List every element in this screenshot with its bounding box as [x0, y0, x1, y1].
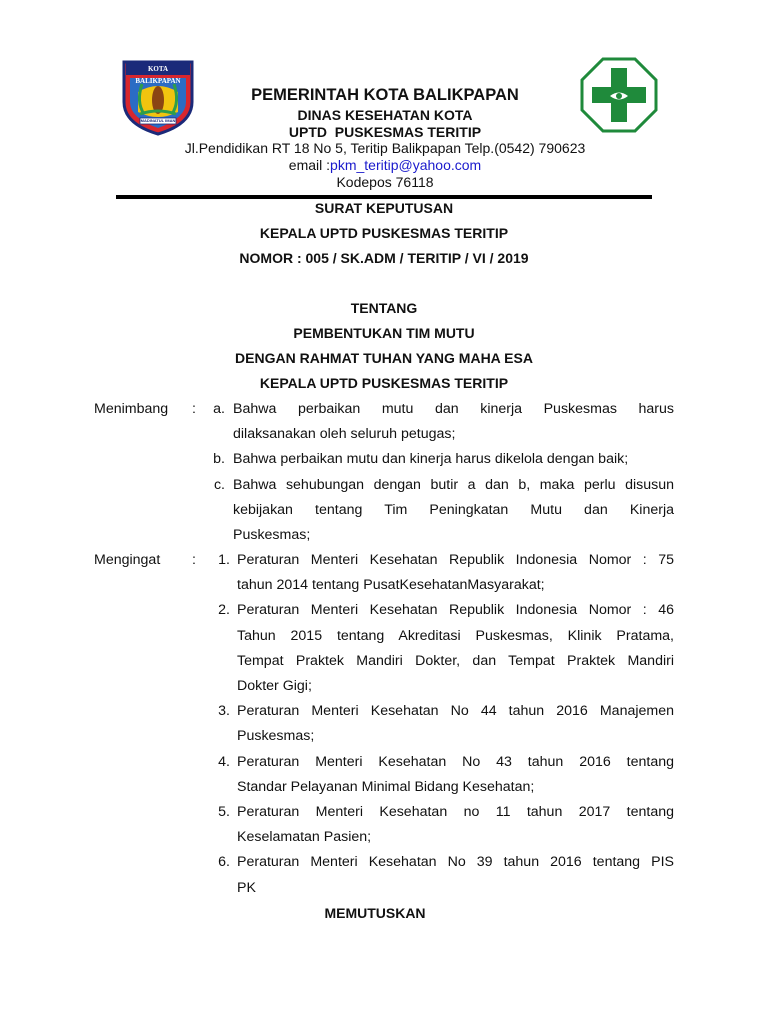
- emblem-top-text: KOTA BALIKPAPAN: [135, 65, 181, 85]
- item-line: Peraturan Menteri Kesehatan Republik Indonesia Nomor : 75: [237, 552, 674, 568]
- address-line: Jl.Pendidikan RT 18 No 5, Teritip Balikpapan Telp.(0542) 790623: [184, 140, 586, 156]
- list-item: [200, 548, 674, 598]
- item-line: Standar Pelayanan Minimal Bidang Kesehatan;: [237, 778, 535, 795]
- item-line: PK: [237, 879, 256, 896]
- invocation: DENGAN RAHMAT TUHAN YANG MAHA ESA: [235, 350, 533, 366]
- mengingat-label: Mengingat: [94, 552, 161, 568]
- email-label: email :: [288, 157, 331, 173]
- list-item: [200, 447, 674, 472]
- mengingat-list: [200, 548, 674, 901]
- item-line: Bahwa perbaikan mutu dan kinerja harus dikelola dengan baik;: [233, 451, 629, 468]
- item-line: Bahwa perbaikan mutu dan kinerja Puskesmas harus: [233, 401, 674, 417]
- list-item: [200, 473, 674, 549]
- item-line: tahun 2014 tentang PusatKesehatanMasyarakat;: [237, 577, 545, 594]
- list-item: [200, 699, 674, 749]
- item-line: Peraturan Menteri Kesehatan No 39 tahun 2016 tentang PIS: [237, 854, 674, 871]
- item-line: Tempat Praktek Mandiri Dokter, dan Tempat Praktek Mandiri: [237, 652, 674, 669]
- mengingat-colon: :: [192, 552, 196, 568]
- item-marker: b.: [213, 451, 225, 468]
- list-item: [200, 800, 674, 850]
- item-line: Peraturan Menteri Kesehatan no 11 tahun 2017 tentang: [237, 804, 674, 821]
- email-line: [160, 157, 610, 174]
- list-item: [200, 397, 674, 447]
- subject: PEMBENTUKAN TIM MUTU: [293, 325, 475, 341]
- menimbang-list: [200, 397, 674, 548]
- item-line: kebijakan tentang Tim Peningkatan Mutu dan Kinerja: [233, 501, 674, 518]
- menimbang-colon: :: [192, 401, 196, 417]
- item-marker: 4.: [218, 753, 230, 770]
- department-name: DINAS KESEHATAN KOTA: [297, 107, 473, 123]
- menimbang-label: Menimbang: [94, 401, 169, 417]
- item-marker: c.: [213, 476, 225, 493]
- item-line: Bahwa sehubungan dengan butir a dan b, maka perlu disusun: [233, 476, 674, 493]
- emblem-motto-text: MADINATUL IMAN: [140, 118, 176, 123]
- doc-type: SURAT KEPUTUSAN: [314, 200, 454, 216]
- item-line: Keselamatan Pasien;: [237, 829, 372, 846]
- issuer: KEPALA UPTD PUSKESMAS TERITIP: [259, 225, 509, 241]
- item-marker: 1.: [218, 552, 230, 568]
- item-line: Peraturan Menteri Kesehatan No 43 tahun 2016 tentang: [237, 753, 674, 770]
- list-item: [200, 598, 674, 699]
- list-item: [200, 850, 674, 900]
- item-line: Tahun 2015 tentang Akreditasi Puskesmas, Klinik Pratama,: [237, 627, 674, 644]
- item-line: dilaksanakan oleh seluruh petugas;: [233, 426, 456, 443]
- government-name: PEMERINTAH KOTA BALIKPAPAN: [251, 86, 519, 104]
- item-line: Peraturan Menteri Kesehatan Republik Indonesia Nomor : 46: [237, 602, 674, 619]
- item-marker: a.: [213, 401, 225, 417]
- item-line: Puskesmas;: [233, 527, 311, 544]
- item-marker: 3.: [218, 703, 230, 720]
- item-line: Dokter Gigi;: [237, 678, 312, 695]
- decision-heading: MEMUTUSKAN: [324, 905, 426, 921]
- email-link[interactable]: pkm_teritip@yahoo.com: [330, 157, 482, 173]
- unit-name: UPTD PUSKESMAS TERITIP: [288, 124, 482, 140]
- postcode-line: Kodepos 76118: [336, 174, 434, 190]
- item-line: Puskesmas;: [237, 728, 315, 745]
- item-line: Peraturan Menteri Kesehatan No 44 tahun 2016 Manajemen: [237, 703, 674, 720]
- header-divider: [116, 195, 652, 199]
- issuer-repeat: KEPALA UPTD PUSKESMAS TERITIP: [259, 375, 509, 391]
- about-label: TENTANG: [350, 300, 418, 316]
- item-marker: 2.: [218, 602, 230, 619]
- decree-number: NOMOR : 005 / SK.ADM / TERITIP / VI / 2019: [239, 250, 529, 266]
- item-marker: 6.: [218, 854, 230, 871]
- list-item: [200, 750, 674, 800]
- item-marker: 5.: [218, 804, 230, 821]
